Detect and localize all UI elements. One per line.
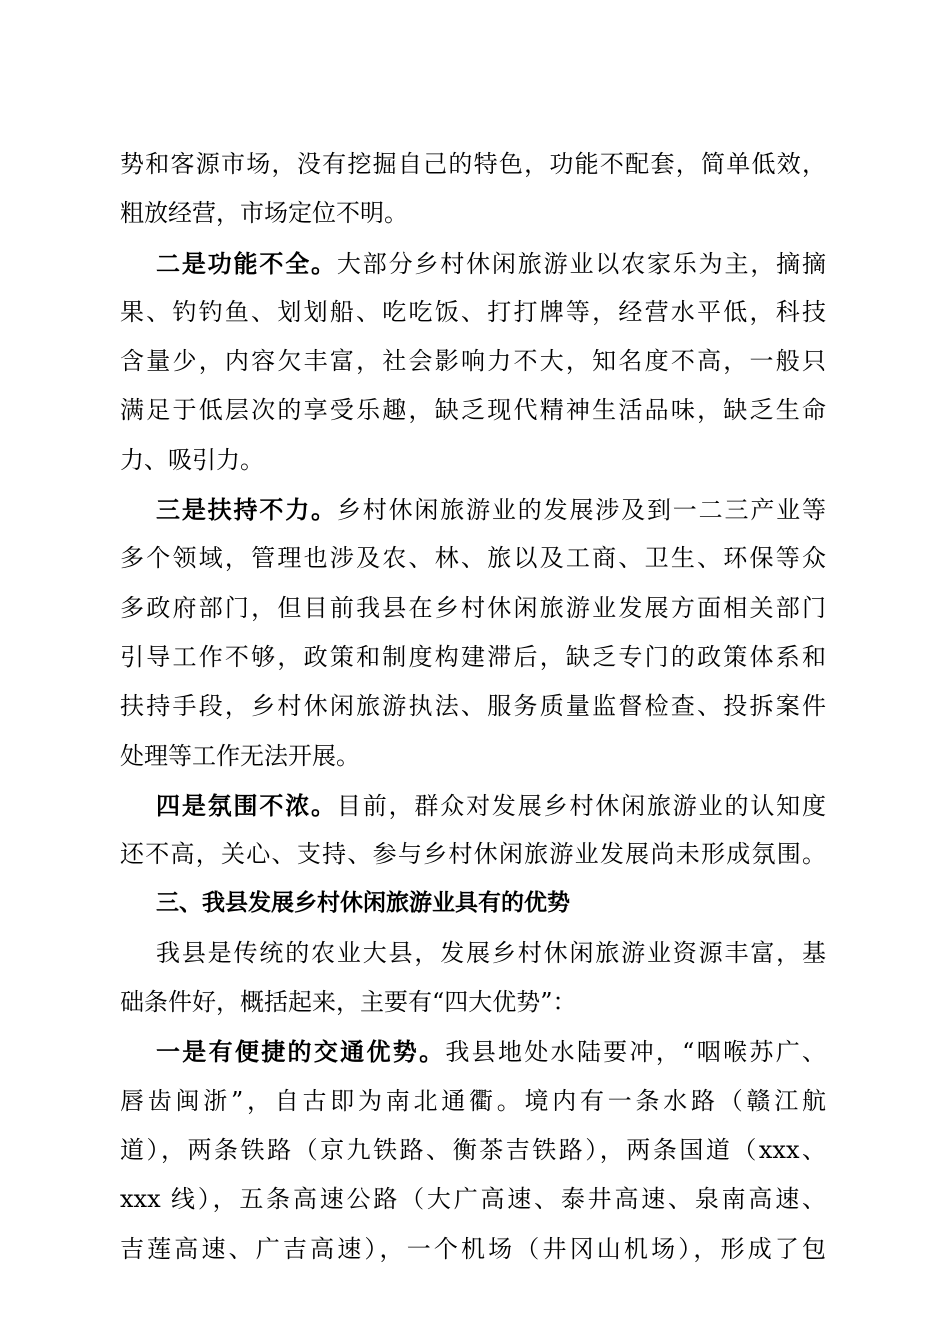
- section-heading: 三、我县发展乡村休闲旅游业具有的优势: [156, 890, 570, 917]
- paragraph-lead: 三是扶持不力。: [156, 495, 337, 525]
- text-line: 粗放经营，市场定位不明。: [120, 199, 408, 228]
- text-line: 引导工作不够，政策和制度构建滞后，缺乏专门的政策体系和: [120, 642, 826, 671]
- paragraph-lead: 四是氛围不浓。: [156, 790, 337, 820]
- text-line: 道），两条铁路（京九铁路、衡茶吉铁路），两条国道（xxx、: [120, 1135, 826, 1164]
- paragraph-lead: 二是功能不全。: [156, 248, 337, 278]
- text-line: 础条件好，概括起来，主要有“四大优势”：: [120, 988, 577, 1017]
- document-body: [120, 140, 826, 1274]
- paragraph-first-line: [120, 1027, 826, 1076]
- paragraph-first-line: [120, 485, 826, 534]
- text-line: 多个领域，管理也涉及农、林、旅以及工商、卫生、环保等众: [120, 544, 826, 573]
- text-line: 力、吸引力。: [120, 445, 264, 474]
- paragraph-text: 大部分乡村休闲旅游业以农家乐为主，摘摘: [336, 249, 826, 278]
- paragraph-text: 目前，群众对发展乡村休闲旅游业的认知度: [336, 791, 826, 820]
- text-line: 唇齿闽浙”，自古即为南北通衢。境内有一条水路（赣江航: [120, 1086, 826, 1115]
- text-line: 满足于低层次的享受乐趣，缺乏现代精神生活品味，缺乏生命: [120, 396, 826, 425]
- text-line: 势和客源市场，没有挖掘自己的特色，功能不配套，简单低效，: [120, 150, 826, 178]
- paragraph-first-line: [120, 239, 826, 288]
- paragraph-text: 乡村休闲旅游业的发展涉及到一二三产业等: [336, 496, 826, 525]
- text-line: 处理等工作无法开展。: [120, 741, 360, 770]
- text-line: 扶持手段，乡村休闲旅游执法、服务质量监督检查、投拆案件: [120, 692, 826, 721]
- text-line: 多政府部门，但目前我县在乡村休闲旅游业发展方面相关部门: [120, 593, 826, 622]
- paragraph-lead: 一是有便捷的交通优势。: [156, 1037, 446, 1067]
- text-line: 我县是传统的农业大县，发展乡村休闲旅游业资源丰富，基: [156, 938, 826, 967]
- text-line: 果、钓钓鱼、划划船、吃吃饭、打打牌等，经营水平低，科技: [120, 297, 826, 326]
- paragraph-first-line: [120, 781, 826, 830]
- text-line: 含量少，内容欠丰富，社会影响力不大，知名度不高，一般只: [120, 347, 826, 376]
- text-line: 还不高，关心、支持、参与乡村休闲旅游业发展尚未形成氛围。: [120, 840, 826, 869]
- text-line: xxx 线），五条高速公路（大广高速、泰井高速、泉南高速、: [120, 1185, 826, 1214]
- paragraph-text: 我县地处水陆要冲，“咽喉苏广、: [445, 1038, 826, 1067]
- text-line: 吉莲高速、广吉高速），一个机场（井冈山机场），形成了包: [120, 1234, 826, 1263]
